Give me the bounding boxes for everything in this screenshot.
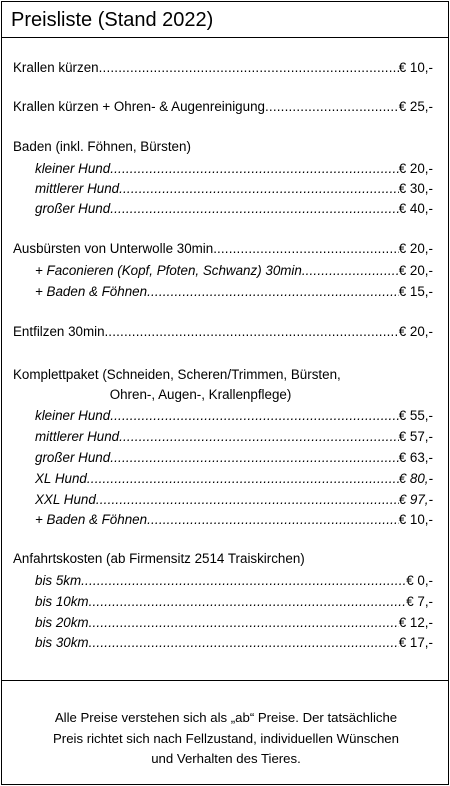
- row-price: € 20,-: [398, 263, 433, 278]
- row-label: bis 20km: [35, 615, 89, 630]
- price-row-krallen-ohren: [13, 97, 433, 117]
- row-label: großer Hund: [35, 201, 111, 216]
- dot-leader: [89, 592, 407, 612]
- price-row-baden-mittel: [35, 179, 433, 199]
- dot-leader: [110, 199, 399, 219]
- row-label: Krallen kürzen + Ohren- & Augenreinigung: [13, 99, 265, 114]
- price-row-entfilzen: [13, 322, 433, 342]
- price-list-sheet: [1, 1, 449, 785]
- row-label: mittlerer Hund: [35, 181, 120, 196]
- row-price: € 0,-: [406, 573, 433, 588]
- dot-leader: [110, 159, 399, 179]
- section-heading-baden: Baden (inkl. Föhnen, Bürsten): [13, 139, 191, 154]
- price-row-komplett-gross: [35, 448, 433, 468]
- price-row-anfahrt-10: [35, 592, 433, 612]
- page-title: Preisliste (Stand 2022): [11, 9, 214, 31]
- row-price: € 57,-: [398, 429, 433, 444]
- price-row-komplett-mittel: [35, 427, 433, 447]
- row-label: + Baden & Föhnen: [35, 512, 148, 527]
- section-heading-anfahrt: Anfahrtskosten (ab Firmensitz 2514 Traiskirchen): [13, 551, 305, 566]
- price-row-unterwolle: [13, 239, 433, 259]
- row-price: € 10,-: [398, 60, 433, 75]
- footer-note: [16, 708, 436, 770]
- footer-note-line: Preis richtet sich nach Fellzustand, individuellen Wünschen: [53, 730, 399, 746]
- row-label: bis 30km: [35, 635, 89, 650]
- row-price: € 20,-: [398, 324, 433, 339]
- row-label: Krallen kürzen: [13, 60, 99, 75]
- row-label: Entfilzen 30min.: [13, 324, 109, 339]
- dot-leader: [108, 322, 398, 342]
- title-bar: [2, 2, 448, 38]
- row-price: € 55,-: [398, 408, 433, 423]
- row-label: bis 5km: [35, 573, 82, 588]
- footer-divider: [2, 680, 448, 681]
- row-price: € 17,-: [398, 635, 433, 650]
- row-label: Ausbürsten von Unterwolle 30min.: [13, 241, 217, 256]
- row-price: € 40,-: [398, 201, 433, 216]
- row-price: € 63,-: [398, 450, 433, 465]
- row-price: € 20,-: [398, 241, 433, 256]
- price-row-anfahrt-5: [35, 571, 433, 591]
- section-heading-komplett: Komplettpaket (Schneiden, Scheren/Trimmen, Bürsten,: [13, 367, 341, 382]
- row-price: € 10,-: [398, 512, 433, 527]
- row-label: + Faconieren (Kopf, Pfoten, Schwanz) 30min.: [35, 263, 306, 278]
- row-price: € 80,-: [398, 471, 433, 486]
- footer-note-line: und Verhalten des Tieres.: [151, 751, 301, 766]
- row-label: XXL Hund: [35, 492, 96, 507]
- price-row-anfahrt-20: [35, 613, 433, 633]
- row-price: € 20,-: [398, 161, 433, 176]
- dot-leader: [110, 406, 399, 426]
- dot-leader: [89, 613, 399, 633]
- price-row-baden-klein: [35, 159, 433, 179]
- price-row-komplett-xl: [35, 469, 433, 489]
- row-price: € 97,-: [398, 492, 433, 507]
- price-row-anfahrt-30: [35, 633, 433, 653]
- row-price: € 15,-: [398, 284, 433, 299]
- section-heading-komplett-line2: Ohren-, Augen-, Krallenpflege): [109, 387, 292, 402]
- row-label: + Baden & Föhnen: [35, 284, 148, 299]
- dot-leader: [87, 469, 399, 489]
- price-row-baden-gross: [35, 199, 433, 219]
- dot-leader: [96, 490, 399, 510]
- price-row-komplett-xxl: [35, 490, 433, 510]
- row-label: bis 10km: [35, 594, 89, 609]
- footer-note-line: Alle Preise verstehen sich als „ab“ Preise. Der tatsächliche: [54, 710, 398, 725]
- dot-leader: [81, 571, 406, 591]
- dot-leader: [99, 58, 399, 78]
- price-row-faconieren: [35, 261, 433, 281]
- row-label: mittlerer Hund: [35, 429, 120, 444]
- dot-leader: [265, 97, 399, 117]
- row-label: kleiner Hund: [35, 161, 111, 176]
- row-label: großer Hund: [35, 450, 111, 465]
- dot-leader: [306, 261, 399, 281]
- dot-leader: [217, 239, 399, 259]
- dot-leader: [119, 427, 399, 447]
- row-price: € 25,-: [398, 99, 433, 114]
- price-row-unterwolle-baden: [35, 282, 433, 302]
- dot-leader: [147, 510, 399, 530]
- price-row-krallen: [13, 58, 433, 78]
- price-row-komplett-baden: [35, 510, 433, 530]
- row-price: € 12,-: [398, 615, 433, 630]
- dot-leader: [89, 633, 399, 653]
- dot-leader: [119, 179, 399, 199]
- dot-leader: [147, 282, 399, 302]
- dot-leader: [110, 448, 399, 468]
- row-label: XL Hund: [35, 471, 87, 486]
- price-row-komplett-klein: [35, 406, 433, 426]
- row-price: € 7,-: [406, 594, 433, 609]
- row-price: € 30,-: [398, 181, 433, 196]
- row-label: kleiner Hund: [35, 408, 111, 423]
